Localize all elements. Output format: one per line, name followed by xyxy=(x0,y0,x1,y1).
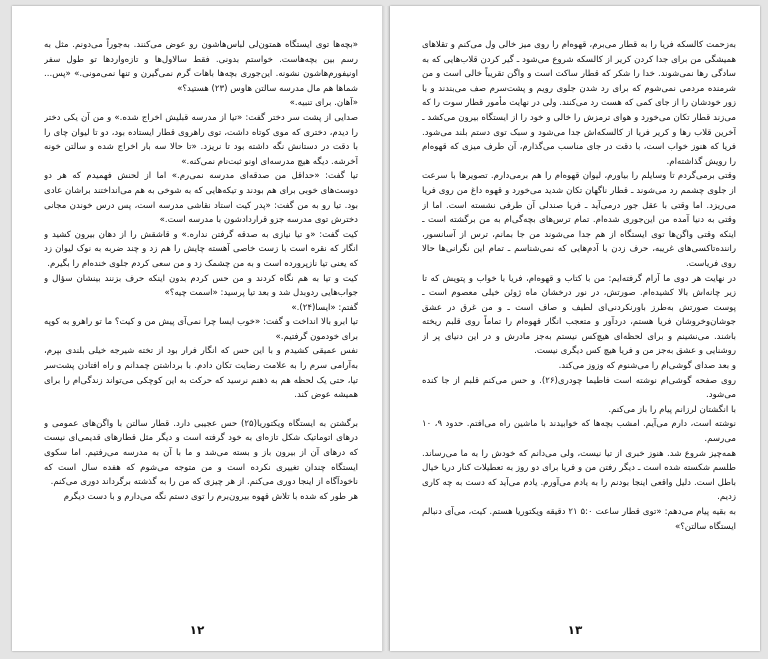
paragraph: و بعد صدای گوشی‌ام را می‌شنوم که وزوز می‌کند. xyxy=(558,361,736,372)
page-number: ۱۲ xyxy=(189,623,205,637)
paragraph: «آهان. برای تنبیه.» xyxy=(289,98,358,109)
right-page-text xyxy=(422,38,736,581)
paragraph: گفتم: «ایسا(۲۴).» xyxy=(291,302,358,313)
paragraph: به‌زحمت کالسکه فریا را به قطار می‌برم، قهوه‌ام را روی میز خالی ول می‌کنم و تقلاهای همیشگی من برای جدا کردن کریر از کالسکه شروع می‌شود ـ گیر کردن قلاب‌هایی که به سادگی رها نمی‌شوند. خدا را شکر که قطار ساکت است و واگن تقریباً خالی است و من شرمنده مردمی نمی‌شوم که برای رد شدن جلوی رویم و پشت‌سرم صف می‌بندند و با زور خودشان را از جای کمی که هست رد می‌کنند. ولی در نهایت مأمور قطار سوت را که می‌زند قطار تکان می‌خورد و هوای ترمزش را خالی و خود را از ایستگاه بیرون می‌کشد ـ آخرین قلاب رها و کریر فریا از کالسکه‌اش جدا می‌شود و سبک توی دستم بلند می‌شود. فریا که هنوز خواب است، با دقت در جای مناسب می‌گذارم، آن طرف میزی که قهوه‌ام را رویش گذاشته‌ام. xyxy=(422,40,736,167)
paragraph: به بقیه پیام می‌دهم: «توی قطار ساعت ۵:۰ ۲۱ دقیقه ویکتوریا هستم. کیت، می‌آی دنبالم ایستگاه سالتن؟» xyxy=(422,507,736,532)
paragraph: نوشته است، دارم می‌آیم. امشب بچه‌ها که خوابیدند با ماشین راه می‌افتم. حدود ۹، ۱۰ می‌رسم. xyxy=(422,419,736,445)
paragraph: با انگشتان لرزانم پیام را باز می‌کنم. xyxy=(608,404,736,415)
page-number: ۱۳ xyxy=(567,623,583,637)
paragraph: نفس عمیقی کشیدم و با این حس که انگار فرار بود از تخته شیرجه خیلی بلندی بپرم، به‌آرامی سرم را به علامت رضایت تکان دادم. با برداشتن چمدانم و راه افتادن پشت‌سر تیا، حتی یک لحظه هم به ذهنم نرسید که حرکت به این کوچکی می‌تواند زندگی‌ام را برای همیشه عوض کند. xyxy=(44,346,358,401)
book-spine xyxy=(382,6,390,651)
paragraph: کیت گفت: «و تیا نیازی به صدقه گرفتن نداره.» و قاشقش را از دهان بیرون کشید و انگار که نقره است با زست خاصی آهسته چایش را هم زد و چند ضربه به نوک لیوان زد که یعنی تیا نازپرورده است و به من چشمک زد و من سعی کردم جلوی خنده‌ام را بگیرم. xyxy=(44,229,358,269)
paragraph: «بچه‌ها توی ایستگاه همتون‌لی لباس‌هاشون رو عوض می‌کنند. به‌جوراً می‌دونم. مثل به رسم بین بچه‌هاست. خواستم بدونی. فقط سالاول‌ها و تازه‌واردها تو طول سفر اونیفورم‌هاشون نشونه. این‌جوری بچه‌ها باهات گرم نمی‌گیرن و تنها نمی‌مونی.» «پس... شماها هم مال مدرسه سالتن هاوس (۲۳) هستید؟» xyxy=(44,40,358,94)
paragraph: همه‌چیز شروع شد. هنوز خبری از تیا نیست، ولی می‌دانم که خودش را به ما می‌رساند. طلسم شکسته شده است ـ دیگر رفتن من و فریا برای دو روز به تعطیلات کنار دریا خیال باطل است. دلیل واقعی اینجا بودنم را به یادم می‌آورم. یادم می‌آید که دست به چه کاری زدیم. xyxy=(422,448,736,503)
left-page-text xyxy=(44,38,358,581)
right-page xyxy=(390,6,760,651)
paragraph: کیت و تیا به هم نگاه کردند و من حس کردم بدون اینکه حرف بزنند بینشان سؤال و جواب‌هایی ردوبدل شد و بعد تیا پرسید: «اسمت چیه؟» xyxy=(44,273,358,299)
paragraph: در نهایت هر دوی ما آرام گرفته‌ایم: من با کتاب و قهوه‌ام، فریا با خواب و پتویش که تا زیر چانه‌اش بالا کشیده‌ام. صورتش، در نور درخشان ماه ژوئن خیلی معصوم است ـ پوست صورتش به‌طرز باورنکردنی‌ای لطیف و صاف است ـ و من غرق در عشق جوشان‌وخروشان فریا هستم، دردآور و متعجب انگار قهوه‌ام را تماماً روی قلبم ریخته باشند. می‌نشینم و برای لحظه‌ای هیچ‌کس نیستم به‌جز مادرش و در این دنیای پر از روشنایی و عشق به‌جز من و فریا هیچ کس دیگری نیست. xyxy=(422,273,736,357)
paragraph: صدایی از پشت سر دختر گفت: «تیا از مدرسه قبلیش اخراج شده.» و من آن یکی دختر را دیدم، دختری که موی کوتاه داشت، توی راهروی قطار ایستاده بود، دو تا لیوان چای را با دقت در دستانش نگه داشته بود تا نریزد. «تا حالا سه بار اخراج شده و سالتن خونه آخرشه. دیگه هیچ مدرسه‌ای اونو ثبت‌نام نمی‌کنه.» xyxy=(44,112,358,167)
paragraph: روی صفحه گوشی‌ام نوشته است فاطیما چودری(۲۶). و حس می‌کنم قلبم از جا کنده می‌شود. xyxy=(422,375,736,401)
paragraph: تیا گفت: «حداقل من صدقه‌ای مدرسه نمی‌رم.» اما از لحنش فهمیدم که هر دو دوست‌های خوبی برای هم بودند و تیکه‌هایی که به شوخی به هم می‌انداختند براشان عادی بود. تیا رو به من گفت: «پدر کیت استاد نقاشی مدرسه است، پس درس خوندن مجانی دخترش توی مدرسه جزو قراردادشون با مدرسه است.» xyxy=(44,171,358,226)
paragraph: تیا ابرو بالا انداخت و گفت: «خوب ایسا چرا نمی‌آی پیش من و کیت؟ ما تو راهرو به کوپه برای خودمون گرفتیم.» xyxy=(44,317,358,342)
left-page xyxy=(12,6,382,651)
paragraph: برگشتن به ایستگاه ویکتوریا(۲۵) حس عجیبی دارد. قطار سالتن با واگن‌های عمومی و درهای اتوماتیک شکل تازه‌ای به خود گرفته است و دیگر مثل قطارهای قدیمی‌ای نیست که درهای آن از بیرون باز و بسته می‌شد و ما با آن به مدرسه می‌رفتیم. اما سکوی ایستگاه چندان تغییری نکرده است و من متوجه می‌شوم که هفده سال است که ناخودآگاه از اینجا دوری می‌کنم. از هر چیزی که من را به گذشته برگرداند دوری می‌کنم. xyxy=(44,418,358,488)
paragraph: وقتی برمی‌گردم تا وسایلم را بیاورم، لیوان قهوه‌ام را هم برمی‌دارم. تصویرها با سرعت از جلوی چشمم رد می‌شوند ـ قطار ناگهان تکان شدید می‌خورد و قهوه داغ من روی فریا می‌ریزد. اما وقتی با عقل جور درمی‌آید ـ فریا صندلی آن طرفی نشسته است. اما از وقتی به دنیا آمده من این‌جوری شده‌ام. تمام ترس‌های بچه‌گی‌ام به من برگشته است ـ اینکه وقتی واگن‌ها توی ایستگاه از هم جدا می‌شوند من جا بمانم، ترس از آسانسور، راننده‌تاکسی‌های غریبه، حرف زدن با آدم‌هایی که نمی‌شناسم ـ تمام این نگرانی‌ها حالا روی فریاست. xyxy=(422,171,736,269)
paragraph: هر طور که شده با تلاش قهوه بیرون‌برم را توی دستم نگه می‌دارم و با دست دیگرم xyxy=(63,491,358,502)
